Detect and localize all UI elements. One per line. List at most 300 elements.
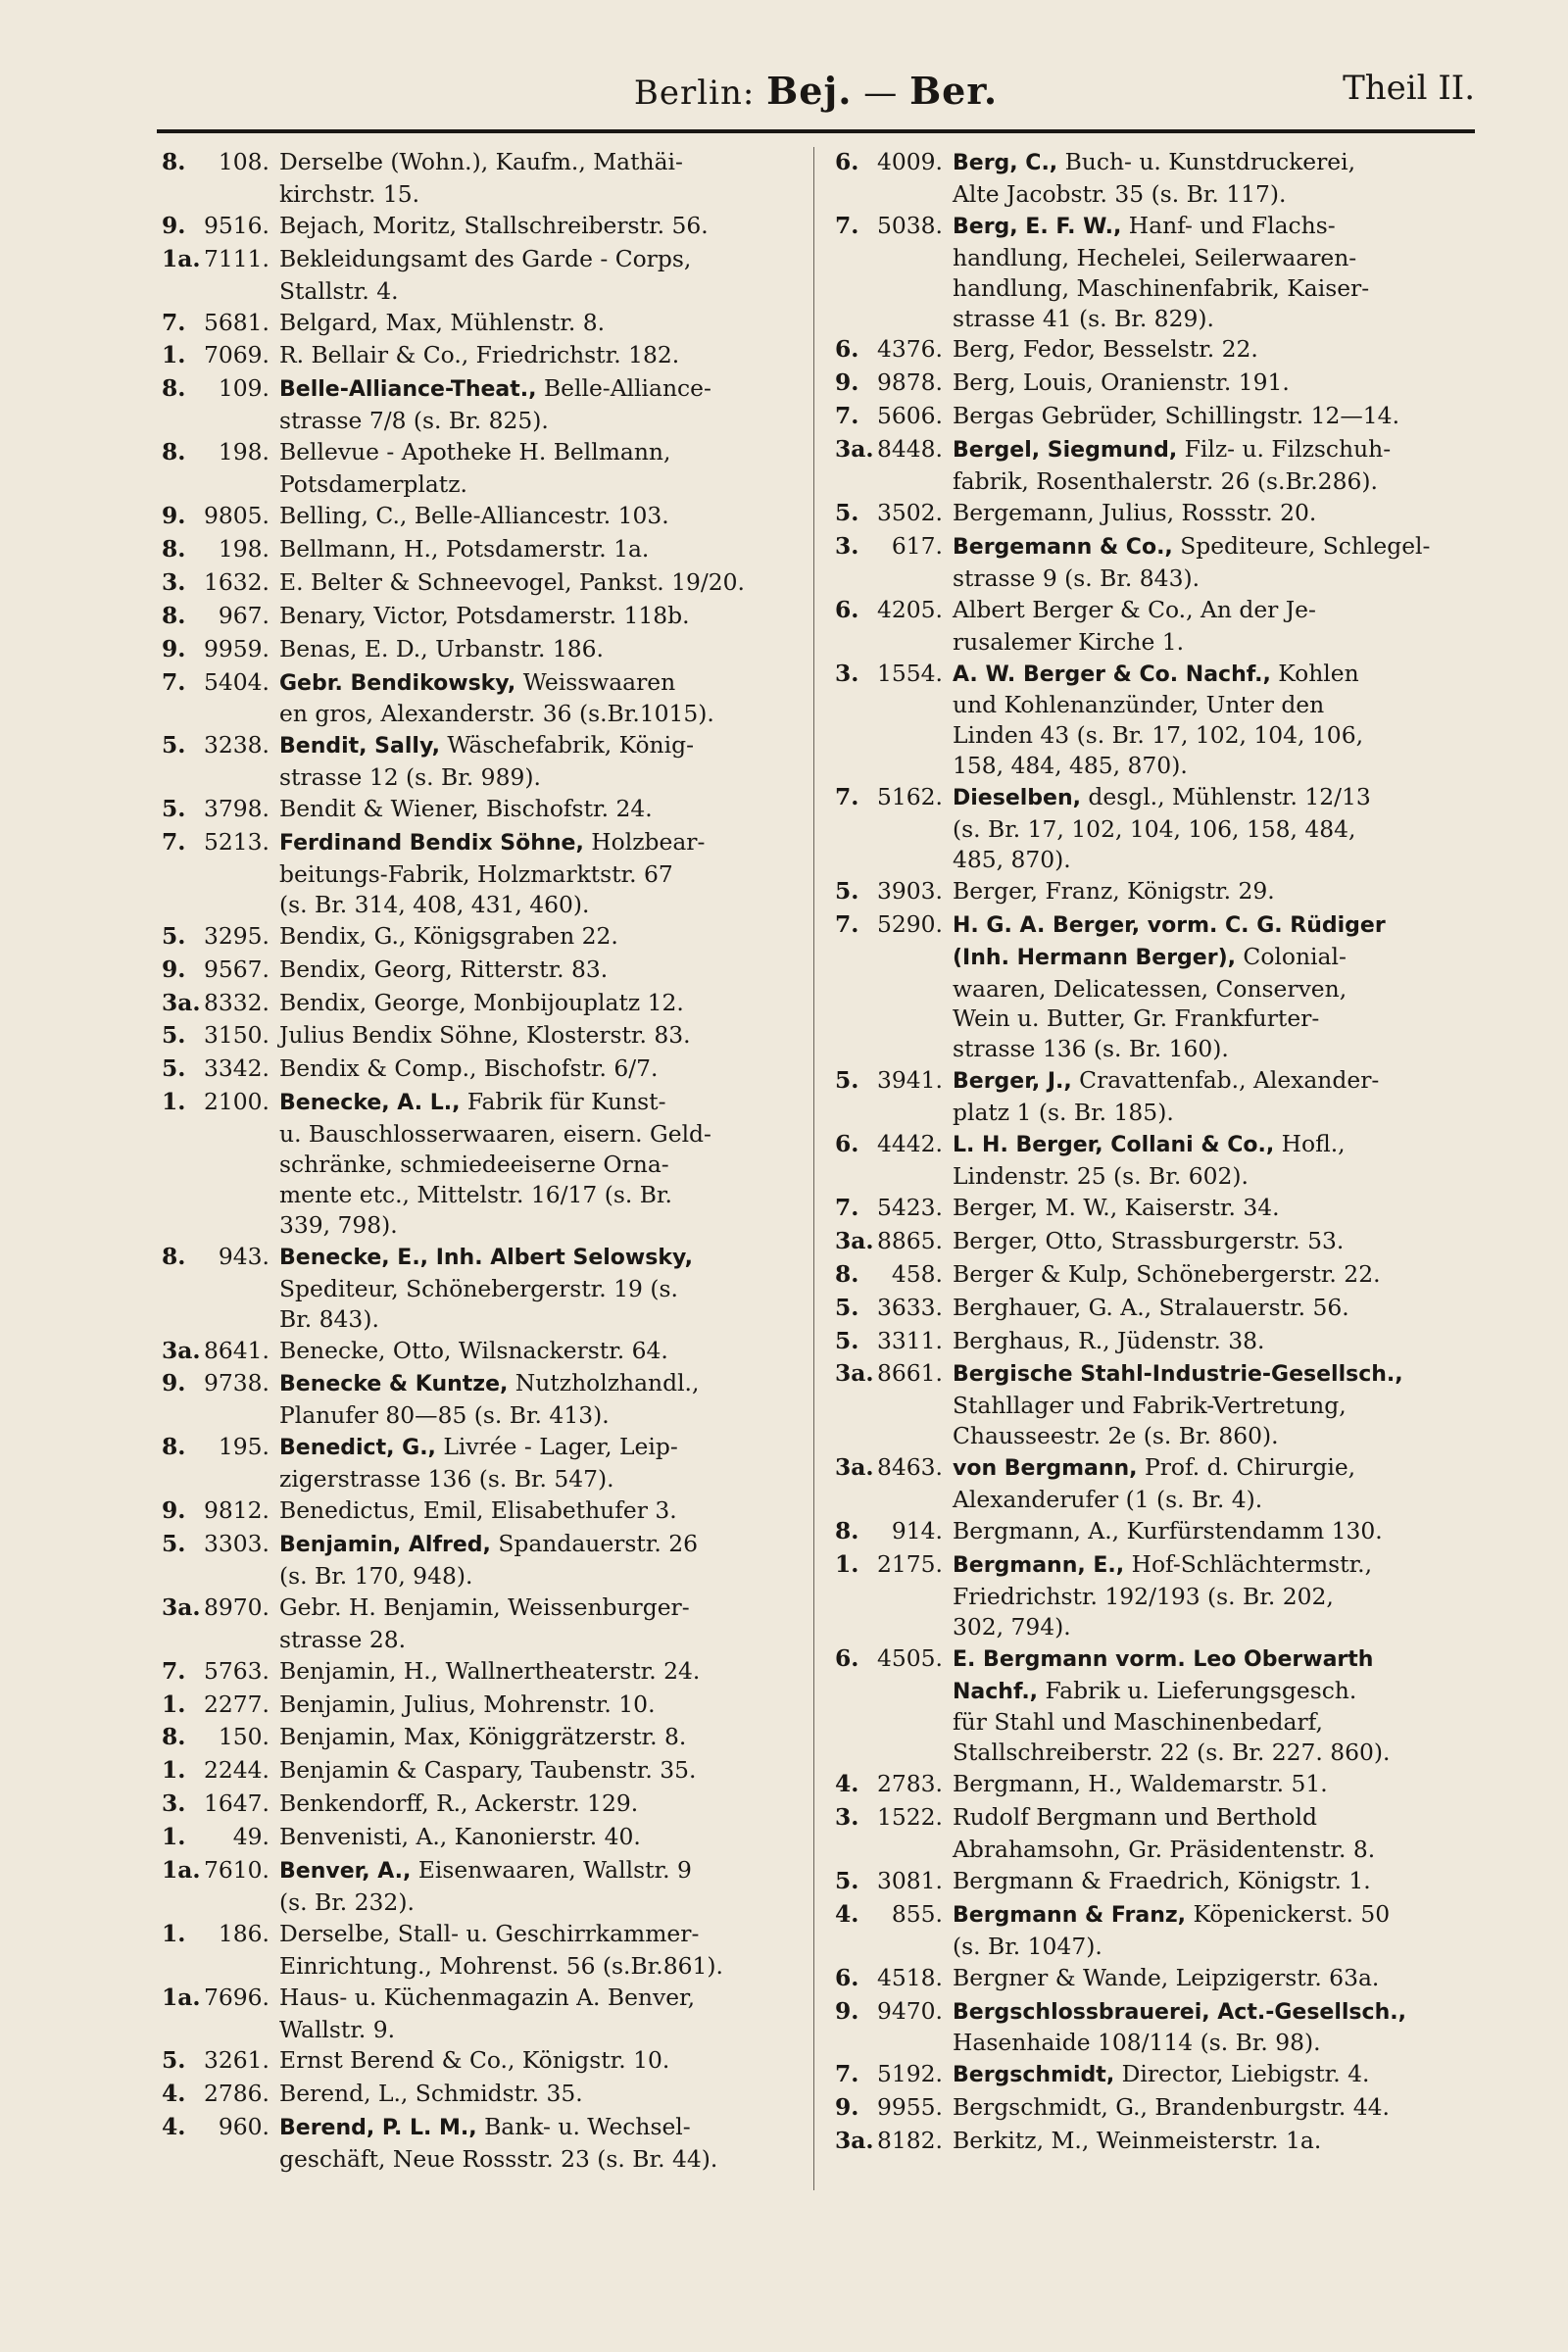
entry-phone-number: 9738.: [204, 1369, 270, 1397]
entry-phone-number: 198.: [218, 438, 270, 466]
entry-phone-number: 5681.: [204, 308, 270, 336]
entry-phone-number: 7696.: [204, 1983, 270, 2011]
entry-text: [279, 955, 799, 987]
entry-district: 7.: [835, 2060, 859, 2088]
header-title: [157, 69, 1475, 113]
entry-phone-number: 3295.: [204, 921, 270, 950]
directory-entry: [835, 2092, 1480, 2125]
entry-bold-name: Bergschlossbrauerei, Act.-Gesellsch.,: [953, 1999, 1406, 2025]
entry-details: Gebr. H. Benjamin, Weissenburger- strasse 28.: [279, 1592, 690, 1653]
entry-text: [279, 1495, 799, 1528]
entry-details: Berghauer, G. A., Stralauerstr. 56.: [953, 1293, 1349, 1321]
entry-phone-number: 186.: [218, 1919, 270, 1947]
entry-phone-number: 617.: [891, 531, 943, 560]
entry-district: 9.: [835, 2093, 859, 2122]
entry-details: desgl., Mühlenstr. 12/13 (s. Br. 17, 102, 104, 106, 158, 484, 485, 870).: [953, 783, 1371, 873]
directory-entry: [162, 1368, 799, 1431]
entry-text: [279, 921, 799, 954]
entry-phone-number: 198.: [218, 534, 270, 563]
entry-details: Bergschmidt, G., Brandenburgstr. 44.: [953, 2093, 1390, 2122]
entry-details: Berg, Fedor, Besselstr. 22.: [953, 335, 1258, 364]
entry-text: [953, 1226, 1480, 1258]
directory-entry: [835, 1452, 1480, 1515]
directory-entry: [835, 1996, 1480, 2059]
directory-entry: [835, 659, 1480, 782]
directory-entry: [835, 1326, 1480, 1358]
entry-details: Ernst Berend & Co., Königstr. 10.: [279, 2046, 670, 2075]
entry-text: [953, 1963, 1480, 1995]
directory-entry: [162, 1788, 799, 1821]
directory-entry: [835, 1226, 1480, 1258]
entry-bold-name: Benver, A.,: [279, 1859, 412, 1885]
entry-phone-number: 1522.: [877, 1803, 943, 1832]
entry-bold-name: Bergmann, E.,: [953, 1552, 1125, 1578]
entry-phone-number: 5423.: [877, 1193, 943, 1221]
entry-district: 5.: [162, 731, 186, 760]
directory-entry: [835, 2126, 1480, 2158]
entry-phone-number: 4518.: [877, 1963, 943, 1991]
directory-entry: [835, 1259, 1480, 1292]
entry-bold-name: Bergemann & Co.,: [953, 534, 1173, 560]
entry-phone-number: 5763.: [204, 1656, 270, 1685]
entry-details: Belling, C., Belle-Alliancestr. 103.: [279, 501, 669, 529]
entry-details: Holzbear- beitungs-Fabrik, Holzmarktstr. 67 (s. Br. 314, 408, 431, 460).: [279, 828, 706, 918]
directory-entry: [162, 1054, 799, 1086]
directory-entry: [162, 601, 799, 633]
entry-text: [953, 434, 1480, 497]
page-header: [157, 69, 1475, 127]
entry-bold-name: H. G. A. Berger, vorm. C. G. Rüdiger (Inh. Hermann Berger),: [953, 912, 1386, 970]
entry-text: [279, 667, 799, 730]
entry-text: [279, 1054, 799, 1086]
directory-entry: [162, 308, 799, 340]
entry-phone-number: 4009.: [877, 148, 943, 175]
entry-phone-number: 8970.: [204, 1592, 270, 1621]
entry-bold-name: Bergschmidt,: [953, 2063, 1115, 2088]
entry-district: 3a.: [162, 1592, 201, 1621]
directory-entry: [162, 534, 799, 566]
entry-phone-number: 3081.: [877, 1866, 943, 1894]
entry-district: 3a.: [162, 1336, 201, 1364]
entry-phone-number: 3238.: [204, 731, 270, 760]
entry-text: [953, 1259, 1480, 1292]
directory-entry: [162, 1529, 799, 1592]
entry-bold-name: Berg, C.,: [953, 151, 1058, 175]
entry-phone-number: 9567.: [204, 955, 270, 983]
entry-text: [279, 827, 799, 920]
entry-district: 3.: [162, 1789, 186, 1818]
entry-district: 7.: [162, 1656, 186, 1685]
entry-district: 1.: [162, 1823, 186, 1851]
entry-bold-name: Berend, P. L. M.,: [279, 2116, 477, 2141]
entry-text: [953, 1358, 1480, 1451]
entry-district: 3.: [835, 1803, 859, 1832]
directory-entry: [162, 437, 799, 500]
entry-details: Spandauerstr. 26 (s. Br. 170, 948).: [279, 1529, 699, 1590]
directory-entry: [835, 1899, 1480, 1962]
entry-details: Berghaus, R., Jüdenstr. 38.: [953, 1326, 1265, 1354]
entry-district: 7.: [835, 1193, 859, 1221]
entry-text: [279, 1656, 799, 1689]
entry-details: Benary, Victor, Potsdamerstr. 118b.: [279, 601, 690, 629]
directory-entry: [162, 211, 799, 243]
entry-district: 8.: [835, 1259, 859, 1288]
directory-entry: [835, 1293, 1480, 1325]
entry-phone-number: 108.: [218, 148, 270, 175]
entry-district: 6.: [835, 1130, 859, 1158]
entry-details: Bellmann, H., Potsdamerstr. 1a.: [279, 534, 650, 563]
entry-details: Berger & Kulp, Schönebergerstr. 22.: [953, 1259, 1381, 1288]
entry-text: [279, 1690, 799, 1722]
entry-phone-number: 3303.: [204, 1529, 270, 1557]
entry-district: 1.: [162, 1756, 186, 1785]
entry-details: Benjamin & Caspary, Taubenstr. 35.: [279, 1756, 697, 1785]
directory-entry: [835, 1065, 1480, 1128]
entry-bold-name: Bendit, Sally,: [279, 734, 440, 760]
entry-details: Berg, Louis, Oranienstr. 191.: [953, 368, 1290, 397]
entry-bold-name: Berger, J.,: [953, 1069, 1072, 1095]
entry-text: [279, 1822, 799, 1854]
entry-details: Bergmann & Fraedrich, Königstr. 1.: [953, 1866, 1371, 1894]
entry-phone-number: 4442.: [877, 1130, 943, 1158]
entry-text: [953, 211, 1480, 334]
directory-entry: [835, 1193, 1480, 1225]
entry-text: [953, 1996, 1480, 2059]
entry-district: 5.: [162, 1021, 186, 1050]
entry-text: [279, 437, 799, 500]
entry-text: [953, 1326, 1480, 1358]
entry-bold-name: Bergmann & Franz,: [953, 1902, 1187, 1928]
entry-phone-number: 1554.: [877, 659, 943, 687]
entry-text: [953, 498, 1480, 530]
directory-entry: [162, 1432, 799, 1494]
entry-phone-number: 5162.: [877, 783, 943, 811]
entry-details: Bergemann, Julius, Rossstr. 20.: [953, 498, 1317, 526]
entry-details: Berend, L., Schmidstr. 35.: [279, 2080, 583, 2108]
entry-district: 1a.: [162, 1983, 201, 2011]
entry-text: [953, 401, 1480, 433]
entry-bold-name: Berg, E. F. W.,: [953, 214, 1122, 239]
entry-details: Stahllager und Fabrik-Vertretung, Chausseestr. 2e (s. Br. 860).: [953, 1392, 1347, 1450]
entry-details: E. Belter & Schneevogel, Pankst. 19/20.: [279, 567, 745, 596]
entry-details: Fabrik für Kunst- u. Bauschlosserwaaren, eisern. Geld- schränke, schmiedeeiserne Orna- mente etc., Mittelstr. 16/17 (s. Br. 339, 798).: [279, 1088, 711, 1239]
entry-text: [279, 1336, 799, 1368]
entry-details: Nutzholzhandl., Planufer 80—85 (s. Br. 413).: [279, 1369, 700, 1430]
entry-text: [953, 334, 1480, 367]
entry-phone-number: 7069.: [204, 341, 270, 369]
entry-phone-number: 5192.: [877, 2060, 943, 2088]
entry-district: 9.: [835, 1996, 859, 2025]
entry-bold-name: Bergische Stahl-Industrie-Gesellsch.,: [953, 1362, 1403, 1388]
entry-details: Bendix, Georg, Ritterstr. 83.: [279, 955, 609, 983]
entry-text: [953, 1516, 1480, 1548]
entry-phone-number: 2175.: [877, 1549, 943, 1578]
entry-district: 1a.: [162, 244, 201, 272]
entry-bold-name: Gebr. Bendikowsky,: [279, 670, 516, 696]
entry-text: [279, 373, 799, 436]
entry-details: Benas, E. D., Urbanstr. 186.: [279, 634, 604, 662]
entry-phone-number: 943.: [218, 1242, 270, 1270]
entry-phone-number: 109.: [218, 374, 270, 403]
directory-entry: [162, 567, 799, 600]
entry-bold-name: Dieselben,: [953, 786, 1081, 811]
header-range-start: Bej.: [766, 69, 853, 113]
entry-phone-number: 8448.: [877, 435, 943, 464]
entry-phone-number: 3502.: [877, 498, 943, 526]
directory-entry: [162, 373, 799, 436]
entry-text: [953, 1802, 1480, 1865]
directory-entry: [835, 1769, 1480, 1801]
entry-district: 8.: [162, 1723, 186, 1751]
entry-phone-number: 8463.: [877, 1453, 943, 1482]
entry-text: [279, 534, 799, 566]
entry-details: Buch- u. Kunstdruckerei, Alte Jacobstr. 35 (s. Br. 117).: [953, 148, 1356, 208]
entry-district: 7.: [162, 667, 186, 696]
directory-entry: [835, 531, 1480, 594]
entry-details: Director, Liebigstr. 4.: [1114, 2060, 1370, 2088]
entry-text: [279, 2045, 799, 2078]
entry-details: Derselbe (Wohn.), Kaufm., Mathäi- kirchstr. 15.: [279, 148, 683, 208]
entry-phone-number: 9959.: [204, 634, 270, 662]
entry-details: Berkitz, M., Weinmeisterstr. 1a.: [953, 2127, 1322, 2155]
entry-details: Eisenwaaren, Wallstr. 9 (s. Br. 232).: [279, 1856, 692, 1916]
directory-entry: [835, 147, 1480, 210]
entry-details: Bendit & Wiener, Bischofstr. 24.: [279, 795, 653, 823]
entry-details: Benkendorff, R., Ackerstr. 129.: [279, 1789, 639, 1818]
entry-phone-number: 4505.: [877, 1643, 943, 1672]
directory-entry: [835, 1129, 1480, 1192]
entry-district: 1a.: [162, 1856, 201, 1885]
directory-entry: [162, 1336, 799, 1368]
left-column: [162, 147, 799, 2176]
entry-text: [279, 340, 799, 372]
entry-district: 8.: [162, 534, 186, 563]
entry-bold-name: Benecke & Kuntze,: [279, 1372, 509, 1397]
entry-district: 9.: [835, 368, 859, 397]
entry-phone-number: 5606.: [877, 402, 943, 430]
entry-text: [279, 1755, 799, 1788]
directory-entry: [162, 244, 799, 307]
entry-details: Benedictus, Emil, Elisabethufer 3.: [279, 1496, 677, 1525]
entry-text: [279, 244, 799, 307]
directory-entry: [835, 2059, 1480, 2091]
entry-text: [279, 501, 799, 533]
entry-text: [279, 1368, 799, 1431]
directory-entry: [162, 501, 799, 533]
directory-entry: [162, 921, 799, 954]
entry-details: Benjamin, Julius, Mohrenstr. 10.: [279, 1690, 656, 1718]
entry-details: Bergmann, A., Kurfürstendamm 130.: [953, 1516, 1383, 1544]
entry-district: 5.: [162, 2046, 186, 2075]
entry-bold-name: Belle-Alliance-Theat.,: [279, 377, 537, 403]
entry-text: [279, 2079, 799, 2111]
entry-text: [279, 211, 799, 243]
directory-entry: [835, 434, 1480, 497]
entry-phone-number: 7610.: [204, 1856, 270, 1885]
entry-text: [953, 2092, 1480, 2125]
entry-district: 9.: [162, 1496, 186, 1525]
entry-phone-number: 2786.: [204, 2080, 270, 2108]
entry-phone-number: 9805.: [204, 501, 270, 529]
entry-district: 7.: [835, 402, 859, 430]
directory-entry: [835, 1866, 1480, 1898]
entry-phone-number: 8332.: [204, 988, 270, 1016]
entry-bold-name: Ferdinand Bendix Söhne,: [279, 831, 584, 857]
entry-bold-name: von Bergmann,: [953, 1456, 1138, 1482]
entry-phone-number: 967.: [218, 601, 270, 629]
entry-phone-number: 3798.: [204, 795, 270, 823]
entry-details: Bellevue - Apotheke H. Bellmann, Potsdamerplatz.: [279, 438, 671, 499]
directory-entry: [835, 1802, 1480, 1865]
directory-entry: [162, 1919, 799, 1982]
entry-details: Berger, M. W., Kaiserstr. 34.: [953, 1193, 1280, 1221]
entry-district: 3.: [835, 659, 859, 687]
directory-entry: [162, 1855, 799, 1918]
entry-phone-number: 960.: [218, 2113, 270, 2141]
entry-phone-number: 8865.: [877, 1226, 943, 1254]
entry-phone-number: 5404.: [204, 667, 270, 696]
entry-phone-number: 5213.: [204, 828, 270, 857]
directory-entry: [835, 909, 1480, 1065]
entry-text: [953, 1065, 1480, 1128]
entry-text: [953, 1129, 1480, 1192]
entry-phone-number: 9470.: [877, 1996, 943, 2025]
entry-text: [279, 308, 799, 340]
entry-details: Prof. d. Chirurgie, Alexanderufer (1 (s. Br. 4).: [953, 1453, 1356, 1514]
entry-phone-number: 195.: [218, 1433, 270, 1461]
directory-entry: [835, 1963, 1480, 1995]
directory-entry: [162, 1722, 799, 1754]
entry-district: 1.: [162, 341, 186, 369]
entry-phone-number: 9955.: [877, 2093, 943, 2122]
entry-details: Bendix & Comp., Bischofstr. 6/7.: [279, 1054, 659, 1083]
directory-entry: [162, 1020, 799, 1053]
directory-entry: [162, 1690, 799, 1722]
entry-district: 5.: [835, 876, 859, 905]
entry-bold-name: Benjamin, Alfred,: [279, 1532, 491, 1557]
entry-details: Bergas Gebrüder, Schillingstr. 12—14.: [953, 402, 1400, 430]
entry-district: 3a.: [835, 1226, 874, 1254]
entry-details: Belle-Alliance- strasse 7/8 (s. Br. 825).: [279, 374, 711, 435]
entry-phone-number: 2277.: [204, 1690, 270, 1718]
directory-entry: [162, 1755, 799, 1788]
entry-text: [953, 909, 1480, 1065]
entry-phone-number: 458.: [891, 1259, 943, 1288]
entry-district: 1.: [162, 1088, 186, 1116]
entry-text: [279, 730, 799, 793]
directory-entry: [835, 334, 1480, 367]
entry-district: 7.: [835, 211, 859, 239]
entry-phone-number: 9878.: [877, 368, 943, 397]
entry-phone-number: 49.: [232, 1823, 270, 1851]
entry-district: 5.: [162, 1054, 186, 1083]
entry-details: Kohlen und Kohlenanzünder, Unter den Linden 43 (s. Br. 17, 102, 104, 106, 158, 484, 485, 870).: [953, 659, 1364, 780]
entry-text: [279, 567, 799, 600]
entry-district: 6.: [835, 1643, 859, 1672]
entry-district: 6.: [835, 335, 859, 364]
entry-phone-number: 9812.: [204, 1496, 270, 1525]
entry-details: Fabrik u. Lieferungsgesch. für Stahl und Maschinenbedarf, Stallschreiberstr. 22 (s. Br. 227. 860).: [953, 1676, 1391, 1767]
entry-text: [279, 1722, 799, 1754]
entry-text: [953, 876, 1480, 908]
entry-text: [953, 2126, 1480, 2158]
entry-details: Julius Bendix Söhne, Klosterstr. 83.: [279, 1021, 691, 1050]
entry-details: Benvenisti, A., Kanonierstr. 40.: [279, 1823, 641, 1851]
entry-text: [279, 1432, 799, 1494]
entry-phone-number: 4205.: [877, 595, 943, 623]
entry-bold-name: Benedict, G.,: [279, 1436, 436, 1461]
entry-text: [279, 988, 799, 1020]
entry-phone-number: 150.: [218, 1723, 270, 1751]
entry-district: 5.: [835, 498, 859, 526]
entry-text: [953, 1193, 1480, 1225]
entry-text: [279, 1919, 799, 1982]
entry-district: 8.: [162, 601, 186, 629]
entry-district: 3a.: [835, 435, 874, 464]
entry-details: Haus- u. Küchenmagazin A. Benver, Wallstr. 9.: [279, 1983, 696, 2043]
entry-text: [953, 1643, 1480, 1769]
entry-details: Hanf- und Flachs- handlung, Hechelei, Seilerwaaren- handlung, Maschinenfabrik, Kaiser- strasse 41 (s. Br. 829).: [953, 211, 1370, 332]
directory-entry: [162, 667, 799, 730]
entry-bold-name: E. Bergmann vorm. Leo Oberwarth Nachf.,: [953, 1646, 1374, 1704]
directory-entry: [162, 827, 799, 920]
entry-details: Bekleidungsamt des Garde - Corps, Stallstr. 4.: [279, 244, 692, 305]
entry-phone-number: 2244.: [204, 1756, 270, 1785]
entry-district: 5.: [835, 1326, 859, 1354]
entry-text: [279, 1983, 799, 2045]
directory-entry: [835, 498, 1480, 530]
entry-phone-number: 1647.: [204, 1789, 270, 1818]
entry-details: Spediteure, Schlegel- strasse 9 (s. Br. 843).: [953, 531, 1431, 592]
entry-details: Köpenickerst. 50 (s. Br. 1047).: [953, 1899, 1391, 1960]
entry-phone-number: 7111.: [204, 244, 270, 272]
entry-bold-name: Benecke, E., Inh. Albert Selowsky,: [279, 1245, 693, 1270]
entry-district: 4.: [162, 2113, 186, 2141]
entry-text: [953, 1769, 1480, 1801]
entry-phone-number: 3150.: [204, 1021, 270, 1050]
entry-phone-number: 8641.: [204, 1336, 270, 1364]
entry-text: [953, 1549, 1480, 1642]
entry-district: 6.: [835, 1963, 859, 1991]
entry-details: Belgard, Max, Mühlenstr. 8.: [279, 308, 606, 336]
entry-district: 6.: [835, 595, 859, 623]
entry-district: 7.: [835, 909, 859, 938]
entry-district: 3a.: [835, 1359, 874, 1388]
entry-details: Filz- u. Filzschuh- fabrik, Rosenthalerstr. 26 (s.Br.286).: [953, 435, 1392, 496]
entry-details: Wäschefabrik, König- strasse 12 (s. Br. 989).: [279, 731, 694, 792]
directory-entry: [835, 401, 1480, 433]
entry-phone-number: 3633.: [877, 1293, 943, 1321]
directory-entry: [162, 988, 799, 1020]
entry-text: [279, 1529, 799, 1592]
entry-details: Colonial- waaren, Delicatessen, Conserven, Wein u. Butter, Gr. Frankfurter- strasse 136 (s. Br. 160).: [953, 942, 1348, 1063]
directory-entry: [162, 1592, 799, 1655]
entry-phone-number: 3941.: [877, 1066, 943, 1095]
entry-district: 9.: [162, 955, 186, 983]
entry-bold-name: L. H. Berger, Collani & Co.,: [953, 1133, 1275, 1158]
entry-details: Albert Berger & Co., An der Je- rusalemer Kirche 1.: [953, 595, 1316, 656]
directory-entry: [835, 1549, 1480, 1642]
entry-details: Berger, Franz, Königstr. 29.: [953, 876, 1275, 905]
directory-entry: [162, 634, 799, 666]
entry-text: [953, 1452, 1480, 1515]
entry-text: [279, 1087, 799, 1241]
directory-entry: [162, 1242, 799, 1335]
entry-district: 3a.: [835, 1453, 874, 1482]
entry-details: Bank- u. Wechsel- geschäft, Neue Rossstr. 23 (s. Br. 44).: [279, 2113, 718, 2174]
entry-details: Berger, Otto, Strassburgerstr. 53.: [953, 1226, 1345, 1254]
entry-phone-number: 4376.: [877, 335, 943, 364]
